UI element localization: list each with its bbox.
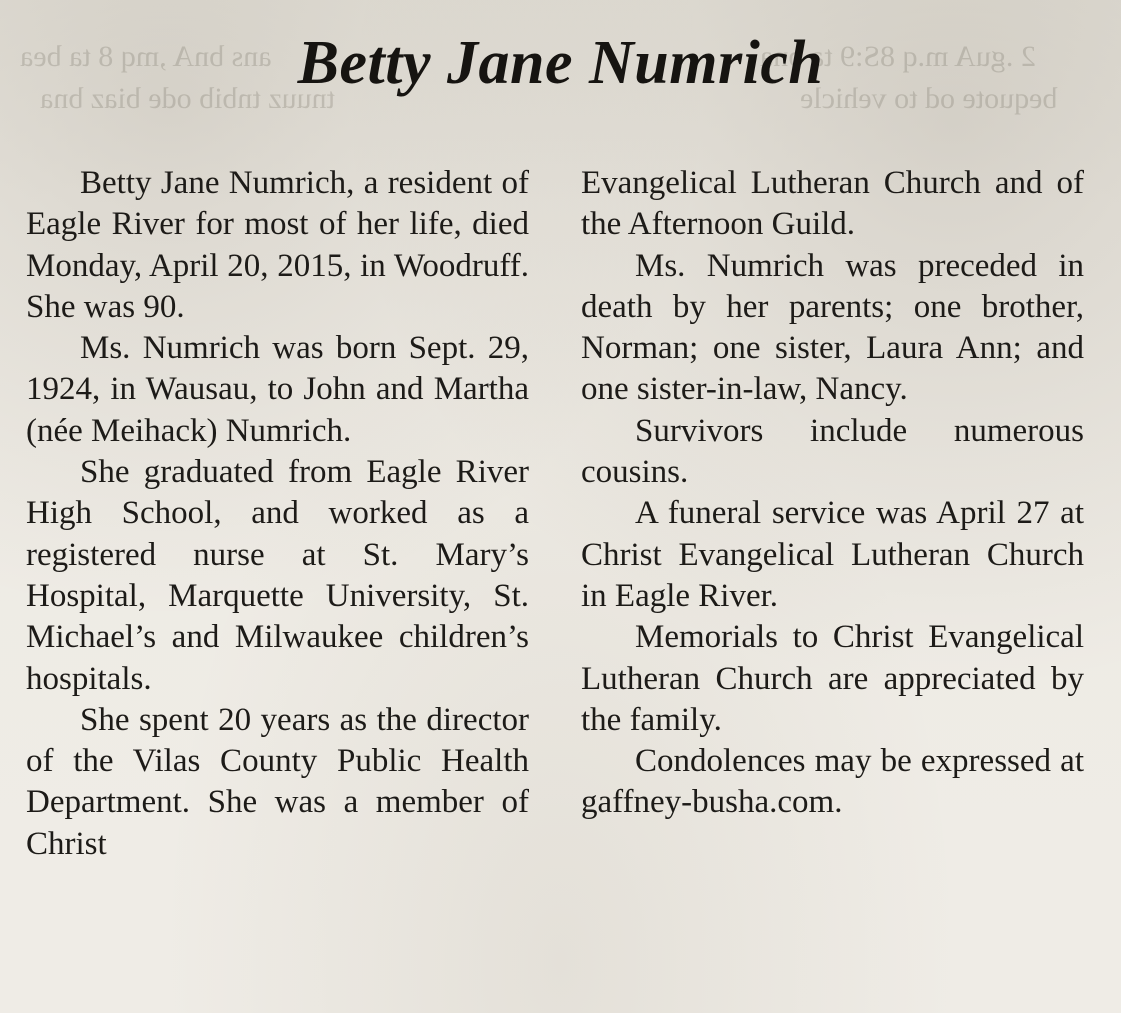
paragraph-preceded-in-death: Ms. Numrich was preceded in death by her parents; one brother, Norman; one sister, Laura Ann; and one sister-in-law, Nancy. [581, 247, 1084, 408]
paragraph-condolences: Condolences may be expressed at gaffney-busha.com. [581, 743, 1084, 821]
paragraph-survivors: Survivors include numerous cousins. [581, 412, 1084, 491]
paragraph-funeral-service: A funeral service was April 27 at Christ Evangelical Lutheran Church in Eagle River. [581, 495, 1084, 614]
paragraph-church-continuation: Evangelical Lutheran Church and of the Afternoon Guild. [581, 165, 1084, 243]
paragraph-birth: Ms. Numrich was born Sept. 29, 1924, in Wausau, to John and Martha (née Meihack) Numrich. [26, 330, 529, 449]
obituary-title: Betty Jane Numrich [297, 29, 824, 97]
right-column [581, 163, 1084, 824]
left-column [26, 163, 529, 865]
paragraph-death-notice: Betty Jane Numrich, a resident of Eagle River for most of her life, died Monday, April 20, 2015, in Woodruff. She was 90. [26, 165, 529, 325]
paragraph-memorials: Memorials to Christ Evangelical Lutheran Church are appreciated by the family. [581, 619, 1084, 738]
paragraph-education-career: She graduated from Eagle River High School, and worked as a registered nurse at St. Mary’s Hospital, Marquette University, St. Michael’s and Milwaukee children’s hospitals. [26, 454, 529, 697]
bleed-through-background: ans bnA ,mq 8 ta bea tnuuz tnbib ode biaz bna 2 .guA m.q 8S:9 ta bna bequote od to vehicle [20, 40, 1058, 115]
paragraph-director: She spent 20 years as the director of the Vilas County Public Health Department. She was a member of Christ [26, 701, 529, 862]
